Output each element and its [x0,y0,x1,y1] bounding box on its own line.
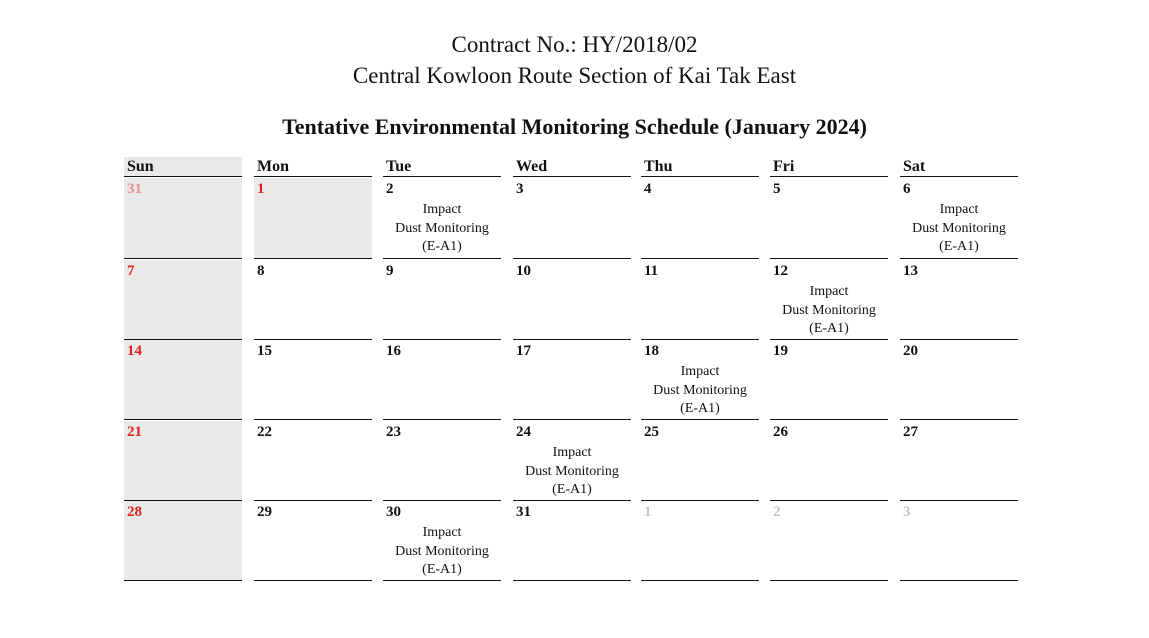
event-line: Impact [809,284,849,299]
calendar-cell [124,178,242,259]
event-line: Impact [939,202,979,217]
calendar-cell [900,260,1018,340]
day-header-sat: Sat [900,157,1018,177]
day-header-thu: Thu [641,157,759,177]
day-header-fri: Fri [770,157,888,177]
day-number: 10 [516,263,531,279]
day-number: 24 [516,424,531,440]
calendar-cell [770,421,888,501]
event-line: Impact [422,202,462,217]
contract-number: Contract No.: HY/2018/02 [451,32,698,57]
day-number: 14 [127,343,142,359]
day-number: 17 [516,343,531,359]
event-line: (E-A1) [809,321,849,336]
day-number: 19 [773,343,788,359]
calendar-cell [513,260,631,340]
day-header-sun: Sun [124,157,242,177]
day-header-mon: Mon [254,157,372,177]
event-line: Dust Monitoring [912,220,1006,236]
day-number: 5 [773,181,781,197]
day-number: 23 [386,424,401,440]
day-number: 7 [127,263,135,279]
day-number: 6 [903,181,911,197]
event-line: Dust Monitoring [653,382,747,398]
day-number: 30 [386,504,401,520]
calendar-cell [641,178,759,259]
day-number: 29 [257,504,272,520]
monitoring-event [383,524,501,580]
calendar-cell [900,421,1018,501]
monitoring-event [513,444,631,500]
calendar-cell [513,501,631,581]
calendar-cell [513,421,631,501]
calendar-cell [124,260,242,340]
schedule-title: Tentative Environmental Monitoring Schedule (January 2024) [282,114,867,139]
calendar-cell [254,340,372,420]
calendar-cell [513,178,631,259]
calendar-cell [513,340,631,420]
project-name: Central Kowloon Route Section of Kai Tak East [352,63,797,88]
day-number: 2 [386,181,394,197]
day-number: 20 [903,343,918,359]
day-number: 31 [127,181,142,197]
day-number: 3 [516,181,524,197]
calendar-cell [383,421,501,501]
calendar-cell [383,501,501,581]
calendar-cell [254,178,372,259]
calendar-cell [770,178,888,259]
event-line: Impact [680,364,720,379]
calendar-cell [124,340,242,420]
calendar-cell [124,501,242,581]
day-number: 9 [386,263,394,279]
day-number: 2 [773,504,781,520]
day-number: 31 [516,504,531,520]
calendar-cell [641,501,759,581]
event-line: (E-A1) [552,482,592,497]
event-line: Dust Monitoring [395,543,489,559]
day-number: 8 [257,263,265,279]
event-line: (E-A1) [680,401,720,416]
event-line: (E-A1) [422,562,462,577]
day-header-tue: Tue [383,157,501,177]
day-number: 16 [386,343,401,359]
event-line: Impact [422,525,462,540]
calendar-cell [254,421,372,501]
monitoring-event [383,201,501,257]
day-number: 22 [257,424,272,440]
calendar-cell [383,260,501,340]
day-number: 1 [644,504,652,520]
calendar-cell [641,421,759,501]
day-number: 11 [644,263,659,279]
day-number: 1 [257,181,265,197]
day-number: 28 [127,504,142,520]
day-number: 4 [644,181,652,197]
event-line: (E-A1) [422,239,462,254]
calendar-cell [641,340,759,420]
calendar-cell [254,260,372,340]
calendar-cell [383,178,501,259]
calendar-cell [900,178,1018,259]
day-number: 21 [127,424,142,440]
day-header-wed: Wed [513,157,631,177]
day-number: 15 [257,343,272,359]
event-line: (E-A1) [939,239,979,254]
monitoring-event [770,283,888,339]
calendar-cell [641,260,759,340]
calendar-cell [254,501,372,581]
event-line: Dust Monitoring [395,220,489,236]
event-line: Dust Monitoring [525,463,619,479]
day-number: 3 [903,504,911,520]
day-number: 25 [644,424,659,440]
monitoring-event [641,363,759,419]
calendar-cell [770,501,888,581]
calendar-cell [124,421,242,501]
calendar-cell [770,260,888,340]
calendar-cell [900,340,1018,420]
calendar-cell [900,501,1018,581]
day-number: 18 [644,343,659,359]
day-number: 27 [903,424,918,440]
event-line: Dust Monitoring [782,302,876,318]
day-number: 13 [903,263,918,279]
event-line: Impact [552,445,592,460]
calendar-cell [770,340,888,420]
day-number: 12 [773,263,788,279]
day-number: 26 [773,424,788,440]
calendar-cell [383,340,501,420]
monitoring-event [900,201,1018,257]
